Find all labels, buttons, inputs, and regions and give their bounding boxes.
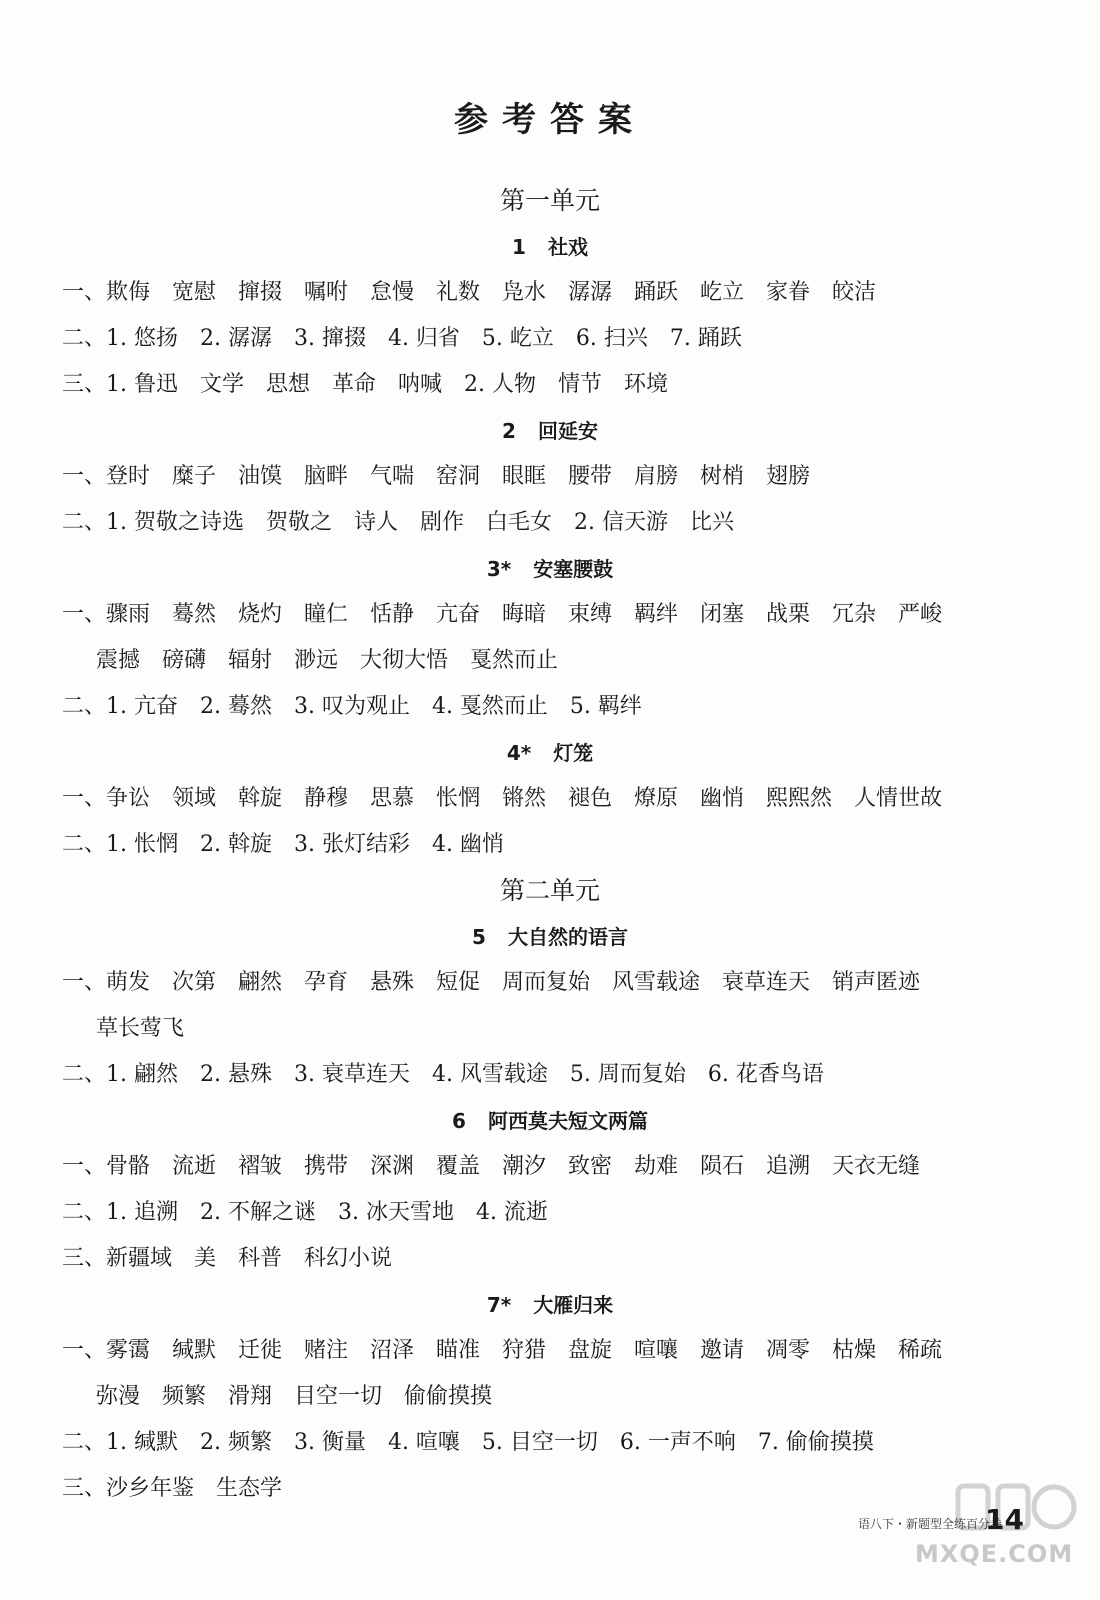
answer-content	[0, 178, 1100, 1512]
answer-line: 二、1. 贺敬之诗选 贺敬之 诗人 剧作 白毛女 2. 信天游 比兴	[62, 510, 734, 535]
lesson-number: 2	[502, 419, 516, 443]
unit-heading: 第二单元	[499, 876, 600, 905]
answer-line: 三、新疆域 美 科普 科幻小说	[62, 1246, 393, 1271]
lesson-number: 6	[452, 1109, 466, 1133]
lesson-number: 5	[472, 925, 486, 949]
footer-series: 语八下・新题型全练百分卷	[858, 1517, 1003, 1531]
lesson-title: 大自然的语言	[507, 925, 628, 949]
lesson-title: 安塞腰鼓	[533, 557, 614, 581]
answer-line: 一、萌发 次第 翩然 孕育 悬殊 短促 周而复始 风雪载途 衰草连天 销声匿迹	[62, 970, 921, 995]
lesson-heading	[0, 914, 1100, 960]
lesson-number: 4*	[506, 741, 532, 765]
lesson-number: 1	[512, 235, 526, 259]
answer-line: 一、骤雨 蓦然 烧灼 瞳仁 恬静 亢奋 晦暗 束缚 羁绊 闭塞 战栗 冗杂 严峻	[62, 602, 943, 627]
watermark-text: MXQE.COM	[915, 1540, 1074, 1568]
lesson-title: 社戏	[547, 235, 588, 259]
page-number: 14	[985, 1503, 1024, 1536]
answer-line: 二、1. 悠扬 2. 潺潺 3. 撺掇 4. 归省 5. 屹立 6. 扫兴 7. 踊跃	[62, 326, 742, 351]
lesson-heading	[0, 1098, 1100, 1144]
lesson-title: 灯笼	[553, 741, 594, 765]
lesson-heading	[0, 1282, 1100, 1328]
answer-line: 草长莺飞	[96, 1016, 185, 1041]
answer-line: 一、争讼 领域 斡旋 静穆 思慕 怅惘 锵然 褪色 燎原 幽悄 熙熙然 人情世故	[62, 786, 943, 811]
lesson-title: 回延安	[537, 419, 598, 443]
lesson-heading	[0, 408, 1100, 454]
answer-line: 一、欺侮 宽慰 撺掇 嘱咐 怠慢 礼数 凫水 潺潺 踊跃 屹立 家眷 皎洁	[62, 280, 877, 305]
answer-line: 三、沙乡年鉴 生态学	[62, 1476, 283, 1501]
answer-line: 三、1. 鲁迅 文学 思想 革命 呐喊 2. 人物 情节 环境	[62, 372, 668, 397]
answer-line: 一、登时 糜子 油馍 脑畔 气喘 窑洞 眼眶 腰带 肩膀 树梢 翅膀	[62, 464, 811, 489]
lesson-title: 阿西莫夫短文两篇	[487, 1109, 648, 1133]
lesson-title: 大雁归来	[533, 1293, 614, 1317]
answer-line: 二、1. 翩然 2. 悬殊 3. 衰草连天 4. 风雪载途 5. 周而复始 6. 花香鸟语	[62, 1062, 824, 1087]
page-title: 参考答案	[454, 100, 646, 140]
lesson-number: 3*	[486, 557, 512, 581]
lesson-heading	[0, 224, 1100, 270]
answer-line: 弥漫 频繁 滑翔 目空一切 偷偷摸摸	[96, 1384, 493, 1409]
lesson-number: 7*	[486, 1293, 512, 1317]
answer-line: 二、1. 亢奋 2. 蓦然 3. 叹为观止 4. 戛然而止 5. 羁绊	[62, 694, 642, 719]
lesson-heading	[0, 546, 1100, 592]
answer-line: 一、雾霭 缄默 迁徙 赌注 沼泽 瞄准 狩猎 盘旋 喧嚷 邀请 凋零 枯燥 稀疏	[62, 1338, 943, 1363]
answer-line: 二、1. 追溯 2. 不解之谜 3. 冰天雪地 4. 流逝	[62, 1200, 548, 1225]
answer-line: 一、骨骼 流逝 褶皱 携带 深渊 覆盖 潮汐 致密 劫难 陨石 追溯 天衣无缝	[62, 1154, 921, 1179]
answer-line: 震撼 磅礴 辐射 渺远 大彻大悟 戛然而止	[96, 648, 559, 673]
lesson-heading	[0, 730, 1100, 776]
unit-heading: 第一单元	[499, 186, 600, 215]
answer-line: 二、1. 缄默 2. 频繁 3. 衡量 4. 喧嚷 5. 目空一切 6. 一声不响 7. 偷偷摸摸	[62, 1430, 874, 1455]
answer-line: 二、1. 怅惘 2. 斡旋 3. 张灯结彩 4. 幽悄	[62, 832, 504, 857]
